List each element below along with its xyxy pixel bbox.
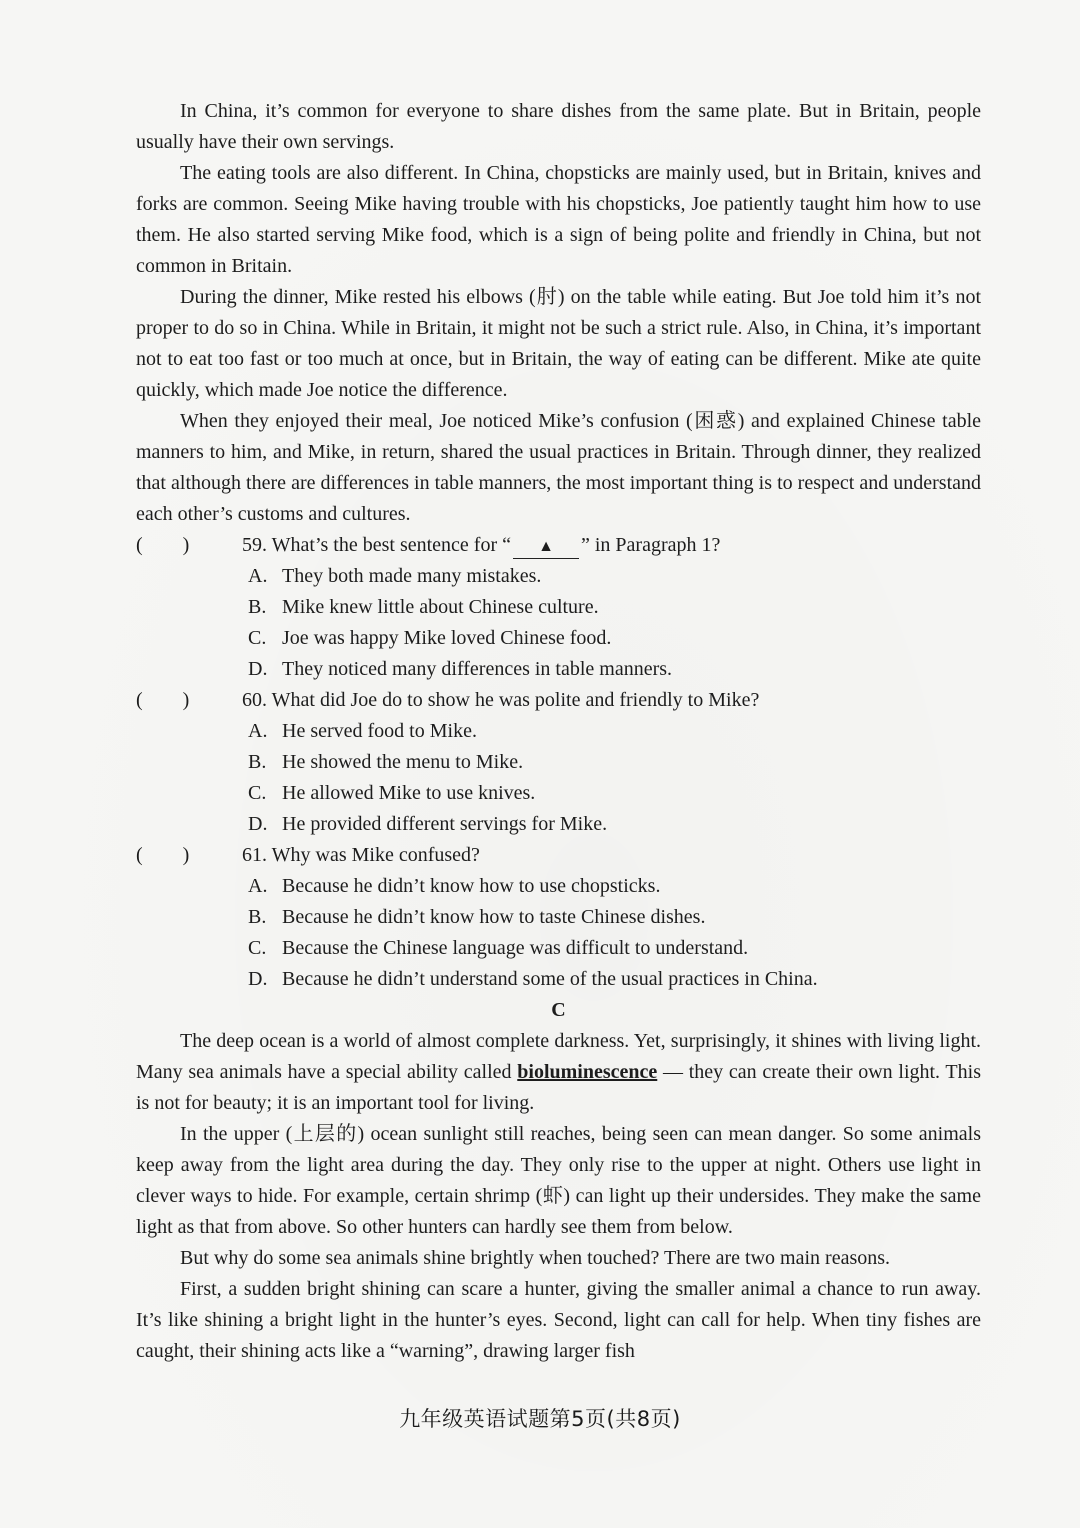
option-60-c <box>248 778 981 809</box>
passage-c-paragraph-2: In the upper (上层的) ocean sunlight still reaches, being seen can mean danger. So some animals keep away from the light area during the day. They only rise to the upper at night. Others use light in clever ways to hide. For example, certain shrimp (虾) can light up their undersides. They make the same light as that from above. So other hunters can hardly see them from below. <box>136 1123 981 1238</box>
blank-placeholder <box>513 534 579 559</box>
option-text: They both made many mistakes. <box>282 565 542 587</box>
question-59-text <box>242 530 981 561</box>
question-text-after: ” in Paragraph 1? <box>581 534 721 556</box>
option-letter: B. <box>248 596 267 618</box>
option-59-d <box>248 654 981 685</box>
question-59 <box>136 530 981 561</box>
question-61-text <box>242 840 981 871</box>
option-60-b <box>248 747 981 778</box>
option-text: He provided different servings for Mike. <box>282 813 608 835</box>
option-text: Mike knew little about Chinese culture. <box>282 596 599 618</box>
triangle-icon: ▲ <box>538 538 554 555</box>
option-letter: A. <box>248 875 268 897</box>
question-text: What did Joe do to show he was polite and friendly to Mike? <box>271 689 760 711</box>
key-term: bioluminescence <box>517 1061 658 1083</box>
answer-blank-59[interactable]: ( ) <box>136 534 190 556</box>
paragraph-text: — they can create their own light. This is not for beauty; it is an important tool for living. <box>136 1061 981 1114</box>
option-59-b <box>248 592 981 623</box>
option-text: Because he didn’t know how to taste Chinese dishes. <box>282 906 706 928</box>
page-content <box>136 96 981 1367</box>
option-text: He allowed Mike to use knives. <box>282 782 536 804</box>
option-59-a <box>248 561 981 592</box>
option-letter: D. <box>248 813 268 835</box>
option-text: Because the Chinese language was difficult to understand. <box>282 937 749 959</box>
passage-c-paragraph-1 <box>136 1026 981 1119</box>
option-text: He served food to Mike. <box>282 720 477 742</box>
passage-b-paragraph-4: When they enjoyed their meal, Joe noticed Mike’s confusion (困惑) and explained Chinese table manners to him, and Mike, in return, shared the usual practices in Britain. Through dinner, they realized that although there are differences in table manners, the most important thing is to respect and understand each other’s customs and cultures. <box>136 410 981 525</box>
answer-blank-60[interactable]: ( ) <box>136 689 190 711</box>
passage-c-paragraph-3: But why do some sea animals shine brightly when touched? There are two main reasons. <box>180 1247 891 1269</box>
option-61-d <box>248 964 981 995</box>
question-text: Why was Mike confused? <box>271 844 480 866</box>
option-letter: A. <box>248 565 268 587</box>
question-number: 61. <box>242 844 267 866</box>
option-61-a <box>248 871 981 902</box>
question-text-before: What’s the best sentence for “ <box>271 534 511 556</box>
option-text: Joe was happy Mike loved Chinese food. <box>282 627 612 649</box>
paragraph-text: The deep ocean is a world of almost complete darkness. Yet, surprisingly, it shines with living light. Many sea animals have a special ability called <box>136 1030 981 1083</box>
option-letter: A. <box>248 720 268 742</box>
question-number: 60. <box>242 689 267 711</box>
passage-b-paragraph-1: In China, it’s common for everyone to share dishes from the same plate. But in Britain, people usually have their own servings. <box>136 100 981 153</box>
passage-b-paragraph-2: The eating tools are also different. In China, chopsticks are mainly used, but in Britain, knives and forks are common. Seeing Mike having trouble with his chopsticks, Joe patiently taught him how to use them. He also started serving Mike food, which is a sign of being polite and friendly in China, but not common in Britain. <box>136 162 981 277</box>
option-text: They noticed many differences in table manners. <box>282 658 673 680</box>
question-60 <box>136 685 981 716</box>
option-59-c <box>248 623 981 654</box>
option-text: He showed the menu to Mike. <box>282 751 524 773</box>
question-number: 59. <box>242 534 267 556</box>
option-letter: C. <box>248 627 267 649</box>
page-footer: 九年级英语试题第5页(共8页) <box>399 1407 681 1431</box>
option-letter: B. <box>248 906 267 928</box>
option-text: Because he didn’t understand some of the usual practices in China. <box>282 968 818 990</box>
option-61-c <box>248 933 981 964</box>
question-60-text <box>242 685 981 716</box>
option-letter: D. <box>248 658 268 680</box>
passage-c-paragraph-4: First, a sudden bright shining can scare a hunter, giving the smaller animal a chance to run away. It’s like shining a bright light in the hunter’s eyes. Second, light can call for help. When tiny fishes are caught, their shining acts like a “warning”, drawing larger fish <box>136 1278 981 1362</box>
question-61 <box>136 840 981 871</box>
option-letter: D. <box>248 968 268 990</box>
option-letter: C. <box>248 937 267 959</box>
option-text: Because he didn’t know how to use chopsticks. <box>282 875 661 897</box>
option-letter: B. <box>248 751 267 773</box>
section-heading-c: C <box>551 999 566 1021</box>
answer-blank-61[interactable]: ( ) <box>136 844 190 866</box>
option-letter: C. <box>248 782 267 804</box>
passage-b-paragraph-3: During the dinner, Mike rested his elbows (肘) on the table while eating. But Joe told him it’s not proper to do so in China. While in Britain, it might not be such a strict rule. Also, in China, it’s important not to eat too fast or too much at once, but in Britain, the way of eating can be different. Mike ate quite quickly, which made Joe notice the difference. <box>136 286 981 401</box>
option-60-d <box>248 809 981 840</box>
option-60-a <box>248 716 981 747</box>
option-61-b <box>248 902 981 933</box>
